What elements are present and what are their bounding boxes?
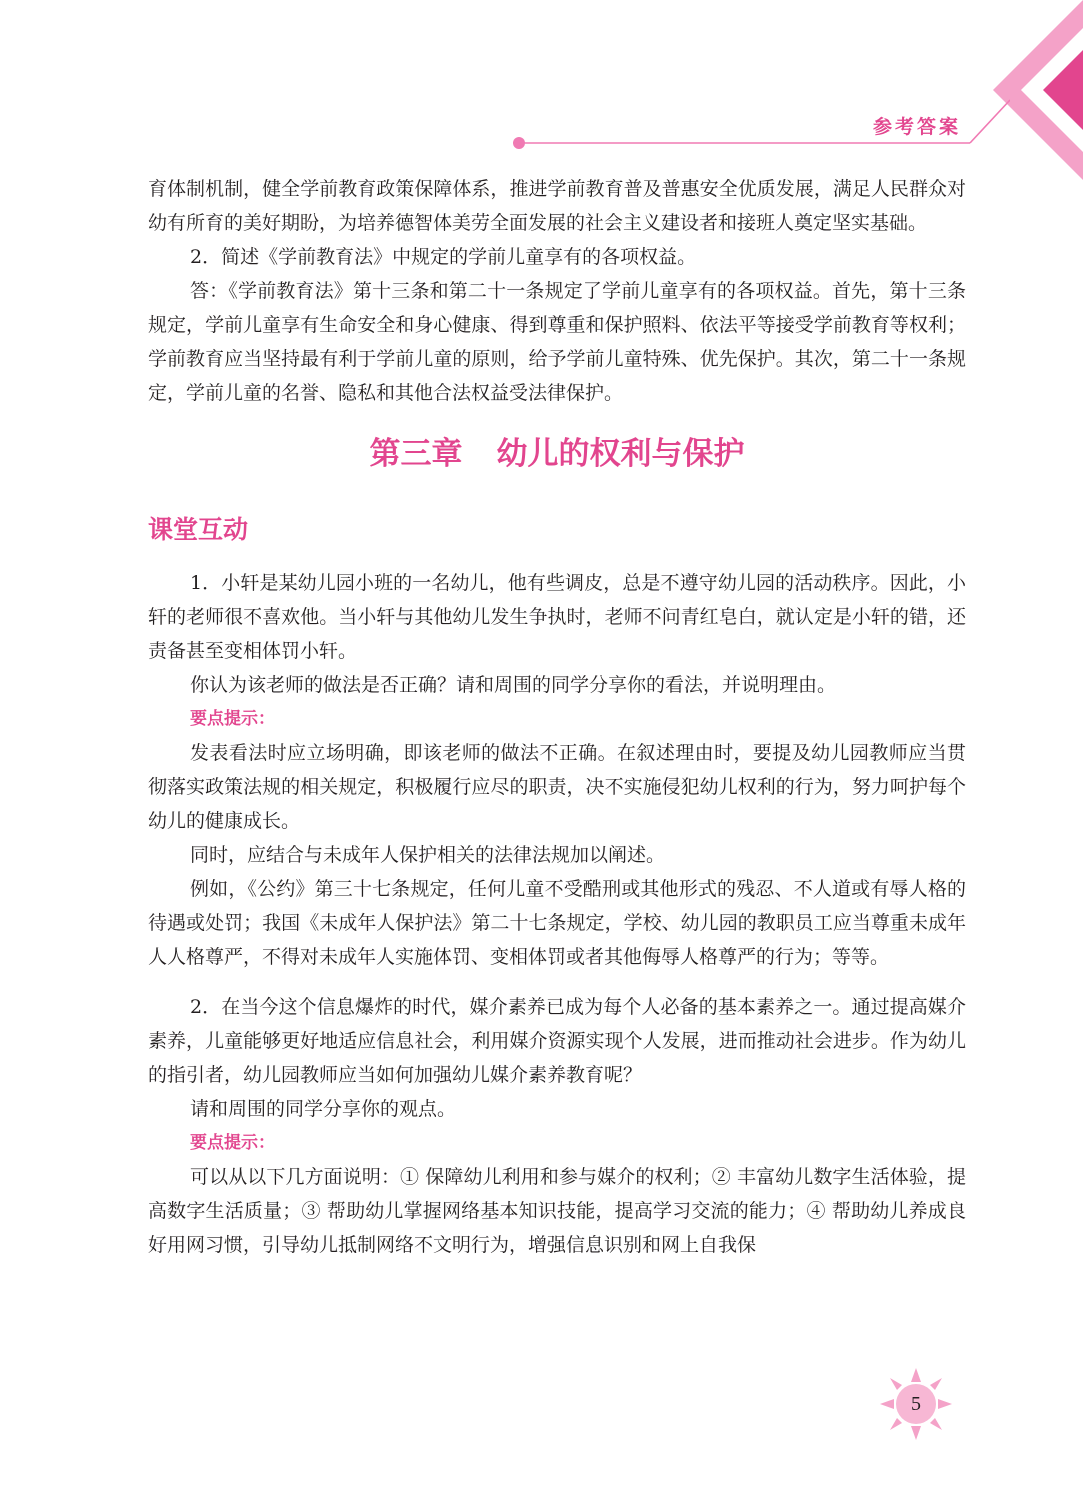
answer-2: 答：《学前教育法》第十三条和第二十一条规定了学前儿童享有的各项权益。首先，第十三条规定，学前儿童享有生命安全和身心健康、得到尊重和保护照料、依法平等接受学前教育等权利；学前教育应当坚持最有利于学前儿童的原则，给予学前儿童特殊、优先保护。其次，第二十一条规定，学前儿童的名誉、隐私和其他合法权益受法律保护。	[148, 280, 966, 404]
chapter-heading	[148, 432, 966, 476]
header-title: 参考答案	[872, 116, 961, 138]
q2-question: 2．在当今这个信息爆炸的时代，媒介素养已成为每个人必备的基本素养之一。通过提高媒介素养，儿童能够更好地适应信息社会，利用媒介资源实现个人发展，进而推动社会进步。作为幼儿的指引者，幼儿园教师应当如何加强幼儿媒介素养教育呢？	[148, 996, 966, 1086]
section-heading: 课堂互动	[148, 515, 249, 544]
q1-answer: 发表看法时应立场明确，即该老师的做法不正确。在叙述理由时，要提及幼儿园教师应当贯彻落实政策法规的相关规定，积极履行应尽的职责，决不实施侵犯幼儿权利的行为，努力呵护每个幼儿的健康成长。	[148, 742, 966, 832]
chapter-title: 幼儿的权利与保护	[496, 436, 745, 472]
q1-question: 1．小轩是某幼儿园小班的一名幼儿，他有些调皮，总是不遵守幼儿园的活动秩序。因此，小轩的老师很不喜欢他。当小轩与其他幼儿发生争执时，老师不问青红皂白，就认定是小轩的错，还责备甚至变相体罚小轩。	[148, 572, 966, 662]
q1-prompt: 你认为该老师的做法是否正确？请和周围的同学分享你的看法，并说明理由。	[190, 674, 837, 696]
paragraph: 育体制机制，健全学前教育政策保障体系，推进学前教育普及普惠安全优质发展，满足人民群众对幼有所育的美好期盼，为培养德智体美劳全面发展的社会主义建设者和接班人奠定坚实基础。	[148, 178, 966, 234]
q1-answer: 同时，应结合与未成年人保护相关的法律法规加以阐述。	[190, 844, 666, 866]
q1-answer: 例如，《公约》第三十七条规定，任何儿童不受酷刑或其他形式的残忍、不人道或有辱人格的待遇或处罚；我国《未成年人保护法》第二十七条规定，学校、幼儿园的教职员工应当尊重未成年人人格尊严，不得对未成年人实施体罚、变相体罚或者其他侮辱人格尊严的行为；等等。	[148, 878, 966, 968]
page-number-badge	[880, 1368, 952, 1440]
q1-tip-label: 要点提示：	[190, 709, 275, 729]
question-2: 2．简述《学前教育法》中规定的学前儿童享有的各项权益。	[190, 246, 697, 268]
q2-prompt: 请和周围的同学分享你的观点。	[190, 1098, 457, 1120]
chapter-number: 第三章	[369, 436, 463, 472]
q2-answer: 可以从以下几方面说明：① 保障幼儿利用和参与媒介的权利；② 丰富幼儿数字生活体验，提高数字生活质量；③ 帮助幼儿掌握网络基本知识技能，提高学习交流的能力；④ 帮助幼儿养成良好用网习惯，引导幼儿抵制网络不文明行为，增强信息识别和网上自我保	[148, 1166, 966, 1256]
page-number: 5	[911, 1393, 921, 1415]
page-content	[148, 172, 966, 1262]
q2-tip-label: 要点提示：	[190, 1133, 275, 1153]
